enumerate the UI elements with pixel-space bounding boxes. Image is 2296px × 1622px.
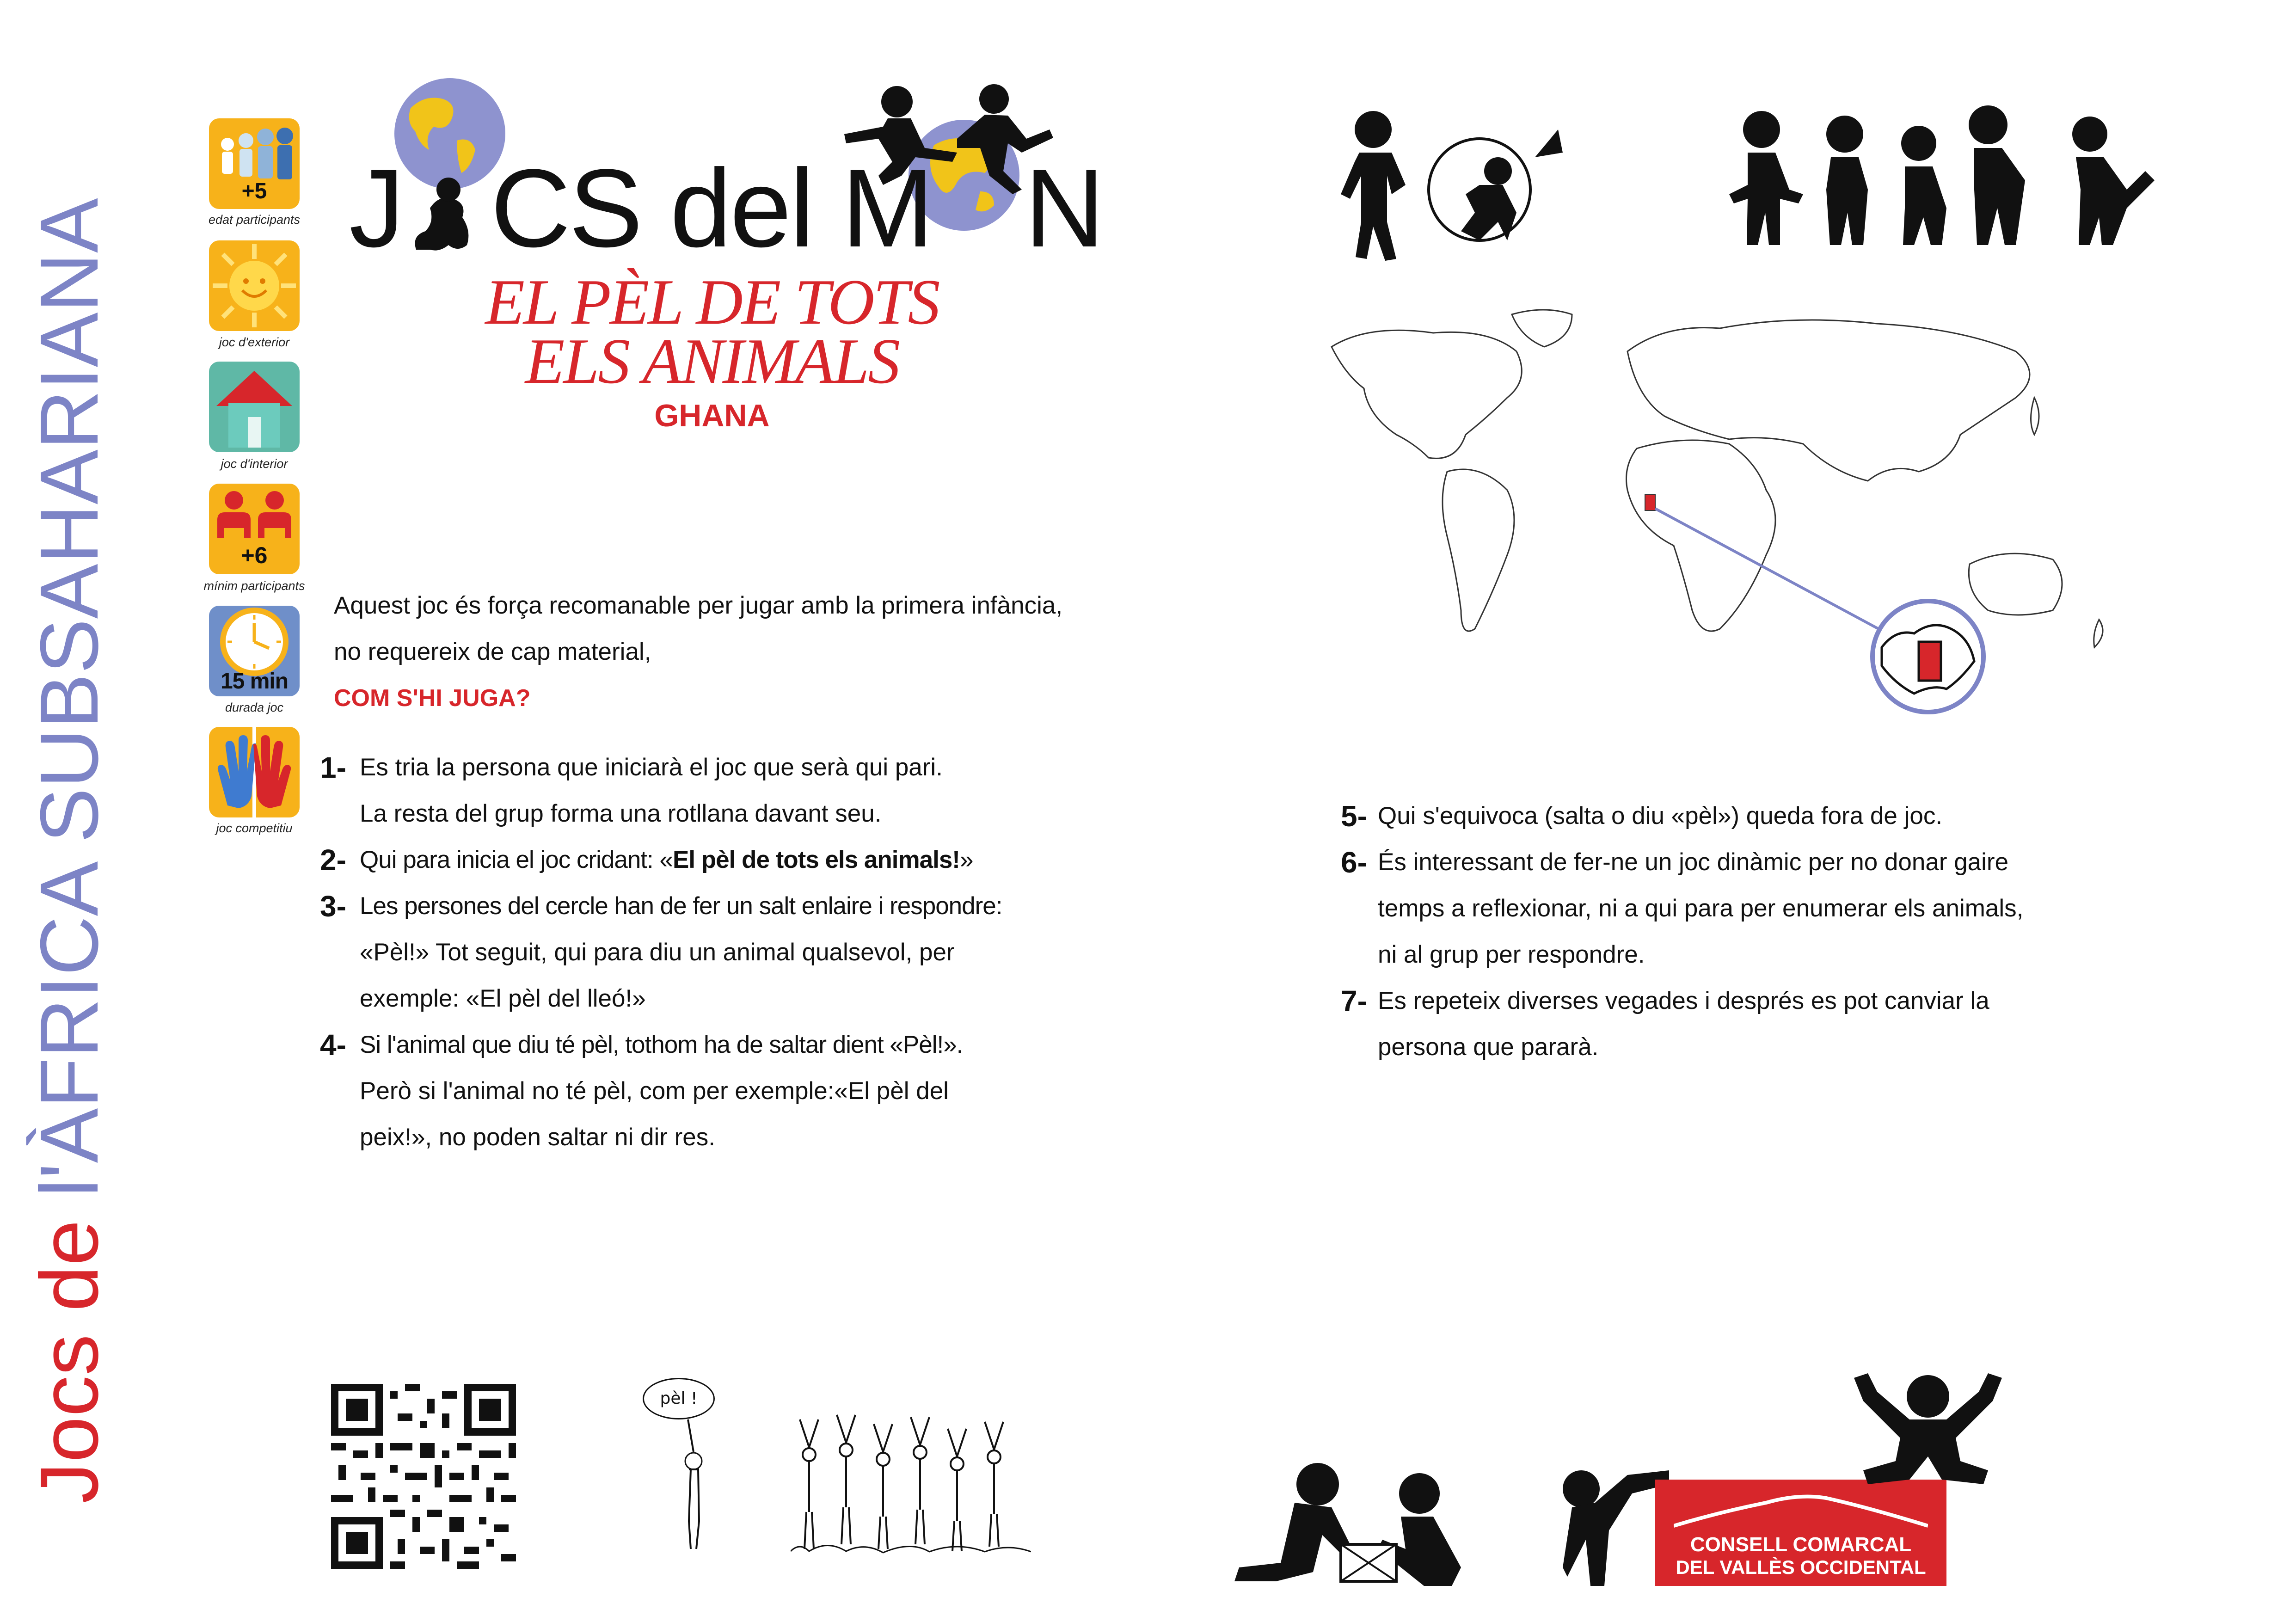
participants-value: +6	[241, 542, 268, 568]
game-title-line1: EL PÈL DE TOTS	[485, 266, 939, 338]
stick-figure-caller	[675, 1415, 712, 1554]
south-america-shape	[1443, 469, 1514, 631]
ghana-zoom-circle	[1872, 601, 1983, 712]
figures-jumping-rope	[1341, 102, 1581, 268]
step-text: Les persones del cercle han de fer un salt enlaire i respondre: «Pèl!» Tot seguit, qui para diu un animal qualsevol, per exemple: «El pèl del lleó!»	[360, 892, 1002, 1012]
step-text: Qui s'equivoca (salta o diu «pèl») queda fora de joc.	[1378, 802, 1943, 829]
step-text: Es tria la persona que iniciarà el joc que serà qui pari. La resta del grup forma una rotllana davant seu.	[360, 754, 943, 827]
australia-shape	[1969, 553, 2062, 615]
step-5	[1341, 793, 2127, 839]
step-number: 3-	[320, 890, 346, 923]
step-text: Es repeteix diverses vegades i després es pot canviar la persona que pararà.	[1378, 987, 1989, 1061]
step-3	[320, 883, 1106, 1022]
hands-icon	[209, 727, 300, 817]
japan-shape	[2031, 398, 2039, 435]
north-america-shape	[1332, 330, 1522, 458]
age-value: +5	[241, 179, 267, 203]
logo-figure-j	[402, 166, 490, 254]
game-title-line2: ELS ANIMALS	[525, 326, 899, 397]
age-icon	[209, 118, 300, 209]
clock-value: 15 min	[220, 669, 289, 694]
children-playing-board-game	[1230, 1456, 1489, 1591]
speech-bubble	[643, 1378, 715, 1419]
step-text: Si l'animal que diu té pèl, tothom ha de saltar dient «Pèl!». Però si l'animal no té pèl, com per exemple:«El pèl del peix!», no poden saltar ni dir res.	[360, 1031, 963, 1151]
step-4	[320, 1022, 1106, 1161]
logo-figures-top	[818, 79, 1059, 199]
intro-text: Aquest joc és força recomanable per jugar amb la primera infància, no requereix de cap material,	[334, 592, 1063, 665]
consell-comarcal-logo	[1655, 1480, 1946, 1586]
step-number: 6-	[1341, 846, 1367, 879]
step-number: 2-	[320, 843, 346, 877]
age-caption: edat participants	[208, 213, 301, 227]
step-text: És interessant de fer-ne un joc dinàmic per no donar gaire temps a reflexionar, ni a qui para per enumerar els animals, ni al grup per respondre.	[1378, 848, 2024, 968]
step-number: 7-	[1341, 984, 1367, 1018]
step-number: 5-	[1341, 799, 1367, 833]
house-icon	[209, 362, 300, 452]
participants-icon	[209, 484, 300, 574]
consell-comarcal-line1: CONSELL COMARCAL	[1690, 1533, 1912, 1556]
world-map	[1313, 296, 2182, 749]
side-title: Jocs de l'ÀFRICA SUBSAHARIANA	[23, 198, 115, 1504]
mountain-icon	[1674, 1489, 1928, 1530]
consell-comarcal-line2: DEL VALLÈS OCCIDENTAL	[1676, 1556, 1926, 1578]
step-text: Qui para inicia el joc cridant: «El pèl de tots els animals!»	[360, 846, 973, 873]
game-title	[407, 266, 1017, 397]
participants-caption: mínim participants	[203, 579, 305, 593]
how-to-play-heading: COM S'HI JUGA?	[334, 685, 531, 712]
sun-icon	[209, 240, 300, 331]
ghana-marker	[1645, 495, 1655, 510]
step-number: 1-	[320, 751, 346, 784]
new-zealand-shape	[2094, 620, 2103, 647]
world-map-drawing	[1313, 296, 2182, 749]
clock-icon	[209, 606, 300, 696]
country-label: GHANA	[654, 398, 770, 433]
figures-holding-hands	[1729, 97, 2168, 250]
hands-caption: joc competitiu	[216, 821, 293, 835]
step-2	[320, 837, 1106, 883]
step-1	[320, 744, 1106, 837]
stick-figures-group	[791, 1410, 1031, 1558]
africa-shape	[1627, 440, 1776, 631]
sun-caption: joc d'exterior	[219, 335, 290, 349]
step-6	[1341, 839, 2127, 978]
greenland-shape	[1512, 310, 1572, 347]
qr-code	[331, 1384, 516, 1569]
child-jumping-on-sign	[1849, 1369, 2011, 1489]
speech-bubble-text: pèl !	[660, 1389, 698, 1408]
house-caption: joc d'interior	[221, 457, 288, 471]
logo-title: J CS del M N	[349, 146, 1103, 270]
clock-caption: durada joc	[225, 700, 284, 714]
step-number: 4-	[320, 1028, 346, 1062]
step-7	[1341, 978, 2127, 1070]
